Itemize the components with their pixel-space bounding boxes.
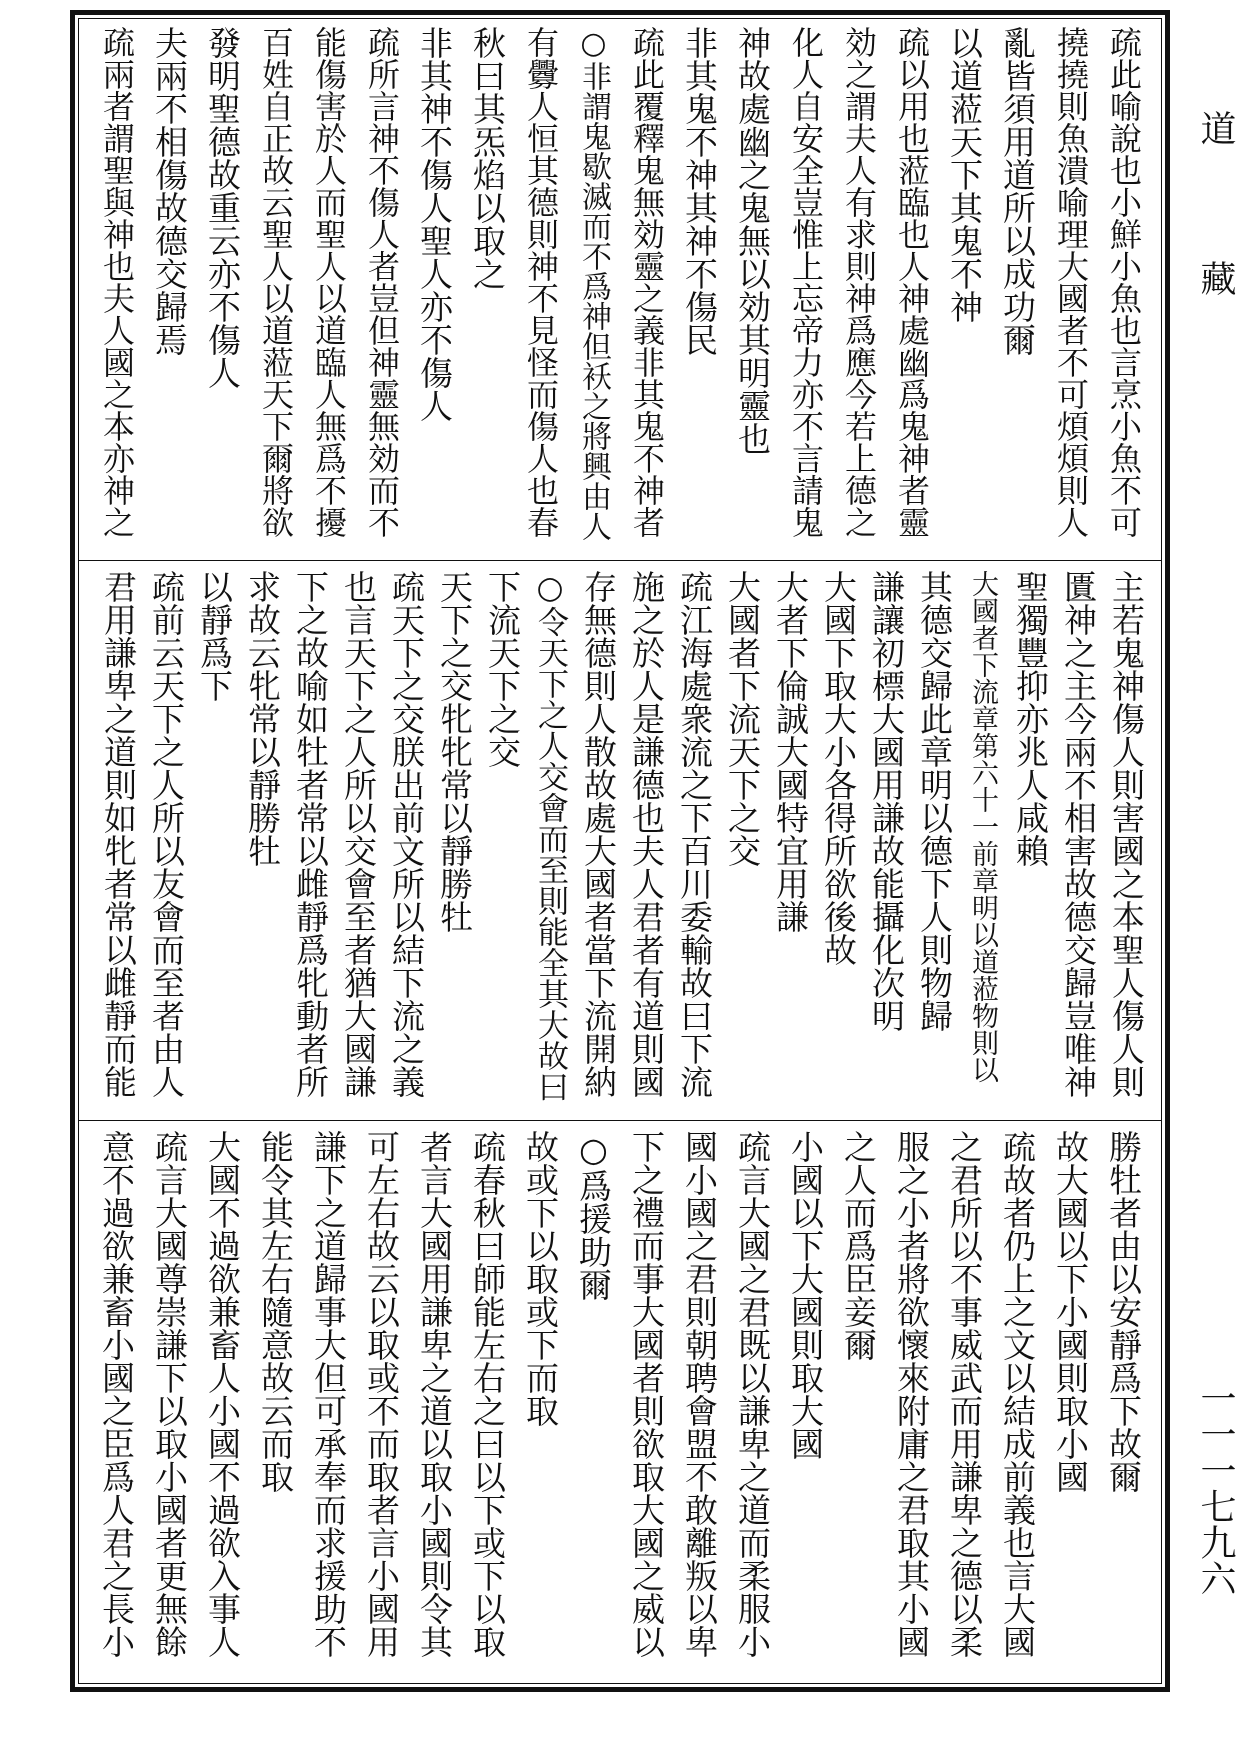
text-column: 疏所言神不傷人者豈但神靈無効而不 bbox=[363, 26, 401, 538]
text-column: 謙下之道歸事大但可承奉而求援助不 bbox=[309, 1130, 348, 1658]
text-column: 也言天下之人所以交會至者猶大國謙 bbox=[339, 570, 378, 1098]
text-column: 大國者下流天下之交 bbox=[723, 570, 762, 867]
text-column: 發明聖德故重云亦不傷人 bbox=[203, 26, 242, 389]
text-column: 秋曰其炁焰以取之 bbox=[468, 26, 507, 290]
text-column: 化人自安全豈惟上忘帝力亦不言請鬼 bbox=[787, 26, 825, 538]
margin-title-zang: 藏 bbox=[1195, 260, 1236, 296]
text-column: 服之小者將欲懷來附庸之君取其小國 bbox=[892, 1130, 931, 1658]
text-column: 非其神不傷人聖人亦不傷人 bbox=[415, 26, 454, 422]
margin-title-dao: 道 bbox=[1195, 110, 1236, 146]
text-column: 非其鬼不神其神不傷民 bbox=[680, 26, 719, 356]
text-column: 勝牡者由以安靜爲下故爾 bbox=[1104, 1130, 1143, 1493]
text-column: 以靜爲下 bbox=[195, 570, 234, 702]
text-column: 夫兩不相傷故德交歸焉 bbox=[150, 26, 189, 356]
text-column: 大國不過欲兼畜人小國不過欲入事人 bbox=[203, 1130, 242, 1658]
text-band-top bbox=[90, 26, 1150, 554]
text-column: 亂皆須用道所以成功爾 bbox=[998, 26, 1037, 356]
text-column: 小國以下大國則取大國 bbox=[786, 1130, 825, 1460]
text-column: 故大國以下小國則取小國 bbox=[1051, 1130, 1090, 1493]
text-column: 疏以用也蒞臨也人神處幽爲鬼神者靈 bbox=[893, 26, 931, 538]
text-column: 之人而爲臣妾爾 bbox=[839, 1130, 878, 1361]
text-column: 主若鬼神傷人則害國之本聖人傷人則 bbox=[1107, 570, 1146, 1098]
text-band-bottom bbox=[90, 1130, 1150, 1680]
text-column: 百姓自正故云聖人以道蒞天下爾將欲 bbox=[257, 26, 295, 538]
text-column: 大國下取大小各得所欲後故 bbox=[819, 570, 858, 966]
band-middle-columns bbox=[90, 570, 1150, 1114]
text-column: 國小國之君則朝聘會盟不敢離叛以卑 bbox=[680, 1130, 719, 1658]
text-column: 之君所以不事威武而用謙卑之德以柔 bbox=[945, 1130, 984, 1658]
text-column: 疏江海處衆流之下百川委輸故曰下流 bbox=[675, 570, 714, 1098]
text-column: 能令其左右隨意故云而取 bbox=[256, 1130, 295, 1493]
text-column: 撓撓則魚潰喻理大國者不可煩煩則人 bbox=[1052, 26, 1090, 538]
text-column: 存無德則人散故處大國者當下流開納 bbox=[579, 570, 618, 1098]
band-divider-1 bbox=[78, 560, 1162, 561]
text-column: 以道蒞天下其鬼不神 bbox=[945, 26, 984, 323]
text-column: 大國者下流章第六十一前章明以道蒞物則以 bbox=[967, 570, 998, 1083]
text-column: 匱神之主今兩不相害故德交歸豈唯神 bbox=[1059, 570, 1098, 1098]
band-bottom-columns bbox=[90, 1130, 1150, 1680]
text-column: 者言大國用謙卑之道以取小國則令其 bbox=[415, 1130, 454, 1658]
text-column: 大者下倫誠大國特宜用謙 bbox=[771, 570, 810, 933]
text-column: 疏前云天下之人所以友會而至者由人 bbox=[147, 570, 186, 1098]
text-column: 可左右故云以取或不而取者言小國用 bbox=[362, 1130, 401, 1658]
text-band-middle bbox=[90, 570, 1150, 1114]
band-divider-2 bbox=[78, 1120, 1162, 1121]
text-column: ○令天下之人交會而至則能全其大故曰 bbox=[532, 570, 568, 1102]
text-column: 故或下以取或下而取 bbox=[521, 1130, 560, 1427]
text-column: 疏此喻說也小鮮小魚也言烹小魚不可 bbox=[1105, 26, 1143, 538]
text-column: 疏故者仍上之文以結成前義也言大國 bbox=[998, 1130, 1037, 1658]
text-column: 神故處幽之鬼無以効其明靈也 bbox=[733, 26, 772, 455]
text-column: 求故云牝常以靜勝牡 bbox=[243, 570, 282, 867]
text-column: 疏言大國尊崇謙下以取小國者更無餘 bbox=[150, 1130, 189, 1658]
text-column: 疏春秋曰師能左右之曰以下或下以取 bbox=[468, 1130, 507, 1658]
text-column: 意不過欲兼畜小國之臣爲人君之長小 bbox=[97, 1130, 136, 1658]
text-column: 謙讓初標大國用謙故能攝化次明 bbox=[867, 570, 906, 1032]
text-column: 効之謂夫人有求則神爲應今若上德之 bbox=[840, 26, 878, 538]
band-top-columns bbox=[90, 26, 1150, 554]
text-column: 能傷害於人而聖人以道臨人無爲不擾 bbox=[310, 26, 348, 538]
text-column: 天下之交牝牝常以靜勝牡 bbox=[435, 570, 474, 933]
text-column: 聖獨豐抑亦兆人咸賴 bbox=[1011, 570, 1050, 867]
text-column: 其德交歸此章明以德下人則物歸 bbox=[915, 570, 954, 1032]
text-column: 施之於人是謙德也夫人君者有道則國 bbox=[627, 570, 666, 1098]
text-column: ○非謂鬼歇滅而不爲神但袄之將興由人 bbox=[576, 26, 611, 541]
page-number: 一一一七九六 bbox=[1195, 1380, 1236, 1596]
text-column: 君用謙卑之道則如牝者常以雌靜而能 bbox=[99, 570, 138, 1098]
text-column: 疏此覆釋鬼無効靈之義非其鬼不神者 bbox=[628, 26, 666, 538]
text-column: 下之禮而事大國者則欲取大國之威以 bbox=[627, 1130, 666, 1658]
text-column: 有釁人恒其德則神不見怪而傷人也春 bbox=[522, 26, 560, 538]
text-column: 疏兩者謂聖與神也夫人國之本亦神之 bbox=[98, 26, 136, 538]
text-column: 下流天下之交 bbox=[483, 570, 522, 768]
text-column: 疏言大國之君既以謙卑之道而柔服小 bbox=[733, 1130, 772, 1658]
text-column: ○爲援助爾 bbox=[574, 1130, 613, 1301]
text-column: 下之故喻如牡者常以雌靜爲牝動者所 bbox=[291, 570, 330, 1098]
text-column: 疏天下之交朕出前文所以結下流之義 bbox=[387, 570, 426, 1098]
